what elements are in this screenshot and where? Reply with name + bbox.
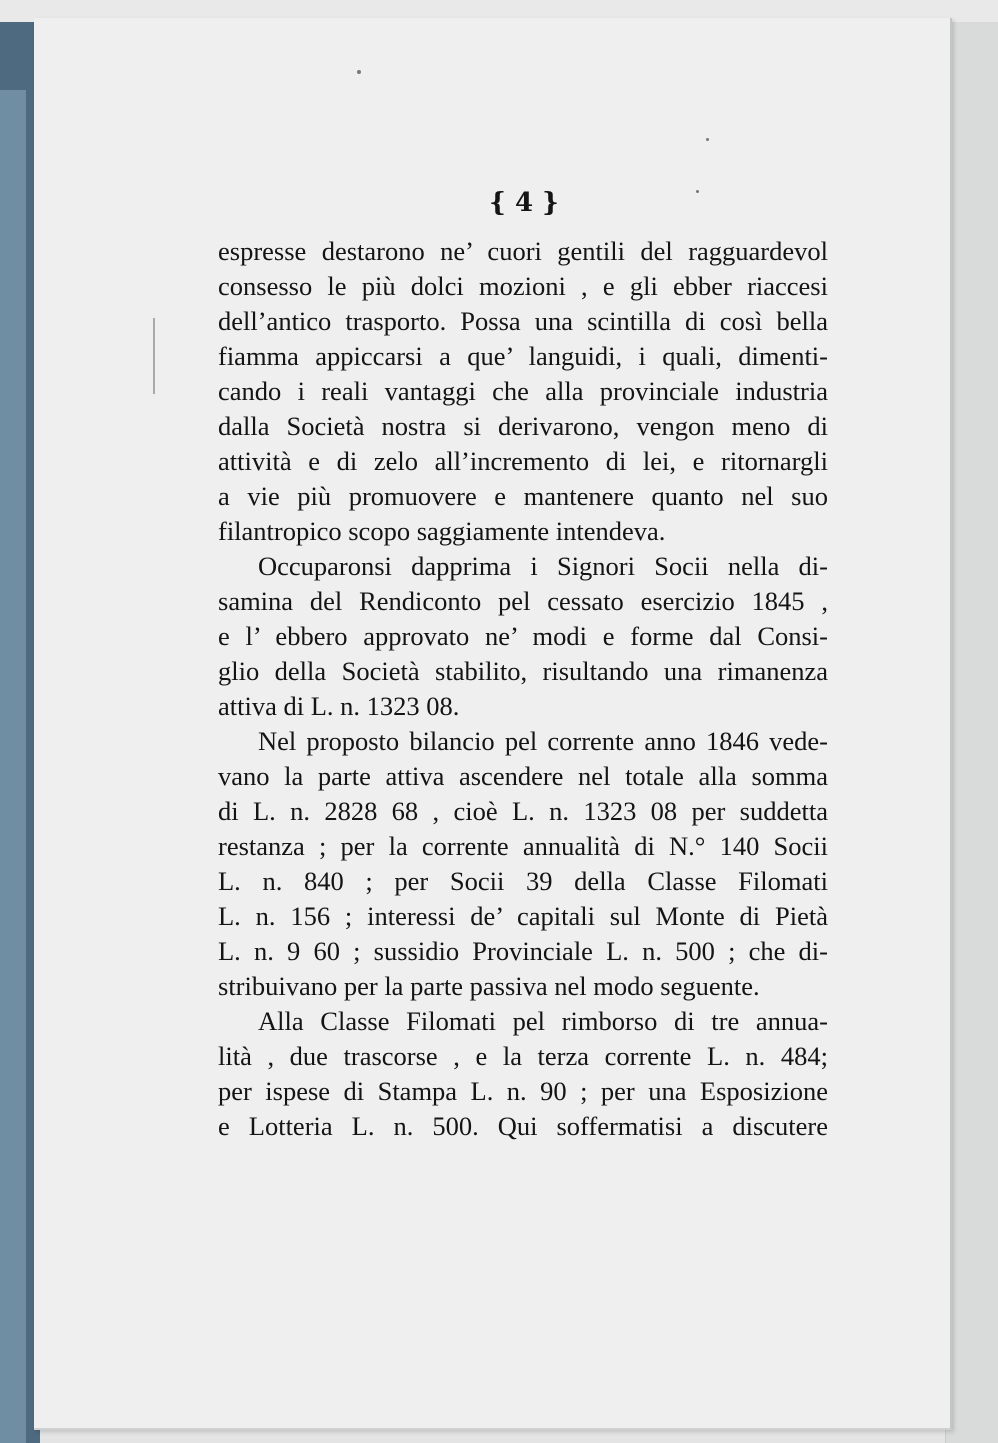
text-line: fiamma appiccarsi a que’ languidi, i quali, dimenti- [218,341,828,371]
text-line: L. n. 9 60 ; sussidio Provinciale L. n. 500 ; che di- [218,936,828,966]
blue-board-strip [0,90,26,1443]
text-line: Occuparonsi dapprima i Signori Socii nella di- [258,551,828,581]
text-line: dalla Società nostra si derivarono, vengon meno di [218,411,828,441]
book-page [34,18,952,1430]
text-line: attività e di zelo all’incremento di lei, e ritornargli [218,446,828,476]
body-text [218,234,828,1144]
paper-speck [357,70,361,74]
paragraph-2 [218,549,828,724]
text-line: dell’antico trasporto. Possa una scintilla di così bella [218,306,828,336]
text-line: Nel proposto bilancio pel corrente anno 1846 vede- [258,726,828,756]
text-line: glio della Società stabilito, risultando una rimanenza [218,656,828,686]
text-line: consesso le più dolci mozioni , e gli ebber riaccesi [218,271,828,301]
paragraph-4 [218,1004,828,1144]
text-line: a vie più promuovere e mantenere quanto nel suo [218,481,828,511]
text-line: e Lotteria L. n. 500. Qui soffermatisi a discutere [218,1111,828,1141]
page-number: { 4 } [489,188,559,218]
text-line: di L. n. 2828 68 , cioè L. n. 1323 08 per suddetta [218,796,828,826]
text-line: espresse destarono ne’ cuori gentili del ragguardevol [218,236,828,266]
adjacent-page-edge [945,0,998,1443]
text-line: L. n. 156 ; interessi de’ capitali sul Monte di Pietà [218,901,828,931]
paper-speck [696,190,699,193]
text-line: L. n. 840 ; per Socii 39 della Classe Filomati [218,866,828,896]
text-line: samina del Rendiconto pel cessato esercizio 1845 , [218,586,828,616]
text-line: cando i reali vantaggi che alla provinciale industria [218,376,828,406]
text-line: filantropico scopo saggiamente intendeva. [218,516,666,546]
paragraph-1 [218,234,828,549]
text-line: vano la parte attiva ascendere nel totale alla somma [218,761,828,791]
text-line: attiva di L. n. 1323 08. [218,691,460,721]
text-line: stribuivano per la parte passiva nel modo seguente. [218,971,760,1001]
paper-speck [706,138,709,141]
text-line: restanza ; per la corrente annualità di N.° 140 Socii [218,831,828,861]
pencil-mark [153,318,155,394]
paragraph-3 [218,724,828,1004]
text-line: per ispese di Stampa L. n. 90 ; per una Esposizione [218,1076,828,1106]
text-line: e l’ ebbero approvato ne’ modi e forme dal Consi- [218,621,828,651]
text-line: lità , due trascorse , e la terza corrente L. n. 484; [218,1041,828,1071]
text-line: Alla Classe Filomati pel rimborso di tre annua- [258,1006,828,1036]
